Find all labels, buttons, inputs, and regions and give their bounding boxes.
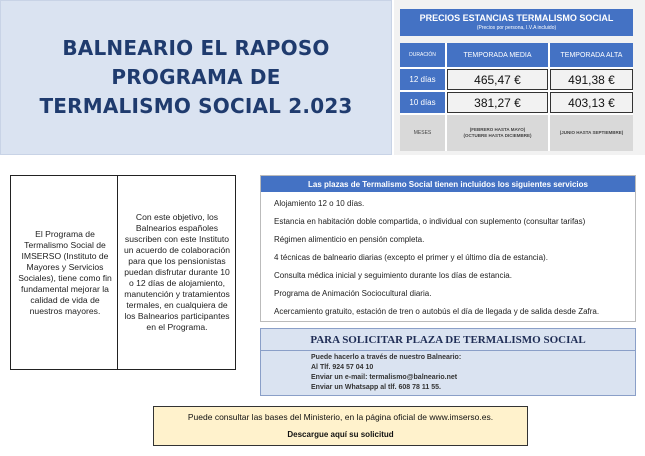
prices-heading: PRECIOS ESTANCIAS TERMALISMO SOCIAL xyxy=(419,13,614,23)
meses-label: MESES xyxy=(400,115,445,151)
program-info-box xyxy=(10,175,236,370)
service-item: Acercamiento gratuito, estación de tren o autobús el día de llegada y de salida desde Zafra. xyxy=(274,307,600,316)
service-item: Consulta médica inicial y seguimiento durante los días de estancia. xyxy=(274,271,512,280)
service-item: 4 técnicas de balneario diarias (excepto el primer y el último día de estancia). xyxy=(274,253,548,262)
solicit-line: Puede hacerlo a través de nuestro Balneario: xyxy=(311,354,462,361)
info-divider xyxy=(117,176,118,369)
services-panel xyxy=(260,175,636,322)
meses-media: (FEBRERO HASTA MAYO) (OCTUBRE HASTA DICIEMBRE) xyxy=(447,115,548,151)
row-12-dias-label: 12 días xyxy=(400,69,445,90)
title-line-3: TERMALISMO SOCIAL 2.023 xyxy=(39,94,353,118)
prices-header xyxy=(400,9,633,36)
solicit-phone[interactable]: Al Tlf. 924 57 04 10 xyxy=(311,364,374,371)
consult-panel xyxy=(153,406,528,446)
price-12-media: 465,47 € xyxy=(447,69,548,90)
services-heading: Las plazas de Termalismo Social tienen incluidos los siguientes servicios xyxy=(261,176,635,192)
service-item: Estancia en habitación doble compartida, o individual con suplemento (consultar tarifas) xyxy=(274,217,586,226)
solicit-panel xyxy=(260,328,636,396)
prices-subheading: (Precios por persona, I.V.A incluido) xyxy=(476,25,557,31)
download-request-link[interactable]: Descargue aquí su solicitud xyxy=(287,430,394,439)
col-media-header: TEMPORADA MEDIA xyxy=(447,43,548,67)
row-10-dias-label: 10 días xyxy=(400,92,445,113)
program-title-panel xyxy=(0,0,392,155)
prices-table xyxy=(400,43,633,151)
meses-alta: (JUNIO HASTA SEPTIEMBRE) xyxy=(550,115,633,151)
solicit-email[interactable]: Enviar un e-mail: termalismo@balneario.net xyxy=(311,374,458,381)
price-10-alta: 403,13 € xyxy=(550,92,633,113)
solicit-whatsapp[interactable]: Enviar un Whatsapp al tlf. 608 78 11 55. xyxy=(311,384,441,391)
consult-text: Puede consultar las bases del Ministerio, en la página oficial de www.imserso.es. xyxy=(187,412,494,422)
service-item: Alojamiento 12 o 10 días. xyxy=(274,199,365,208)
service-item: Programa de Animación Sociocultural diaria. xyxy=(274,289,432,298)
col-duracion-header: DURACIÓN xyxy=(400,43,445,67)
col-alta-header: TEMPORADA ALTA xyxy=(550,43,633,67)
price-10-media: 381,27 € xyxy=(447,92,548,113)
title-line-1: BALNEARIO EL RAPOSO xyxy=(62,36,330,60)
price-12-alta: 491,38 € xyxy=(550,69,633,90)
service-item: Régimen alimenticio en pensión completa. xyxy=(274,235,425,244)
info-right-text: Con este objetivo, los Balnearios españoles suscriben con este Instituto un acuerdo de colaboración para que los pensionistas puedan disfrutar durante 10 o 12 días de alojamiento, manutención y tratamientos termales, en cualquiera de los Balnearios participantes en el Programa. xyxy=(123,212,231,332)
title-line-2: PROGRAMA DE xyxy=(111,65,281,89)
solicit-heading: PARA SOLICITAR PLAZA DE TERMALISMO SOCIAL xyxy=(261,329,635,351)
info-left-text: El Programa de Termalismo Social de IMSERSO (Instituto de Mayores y Servicios Sociales), tiene como fin fundamental mejorar la calidad de vida de nuestros mayores. xyxy=(18,228,112,316)
